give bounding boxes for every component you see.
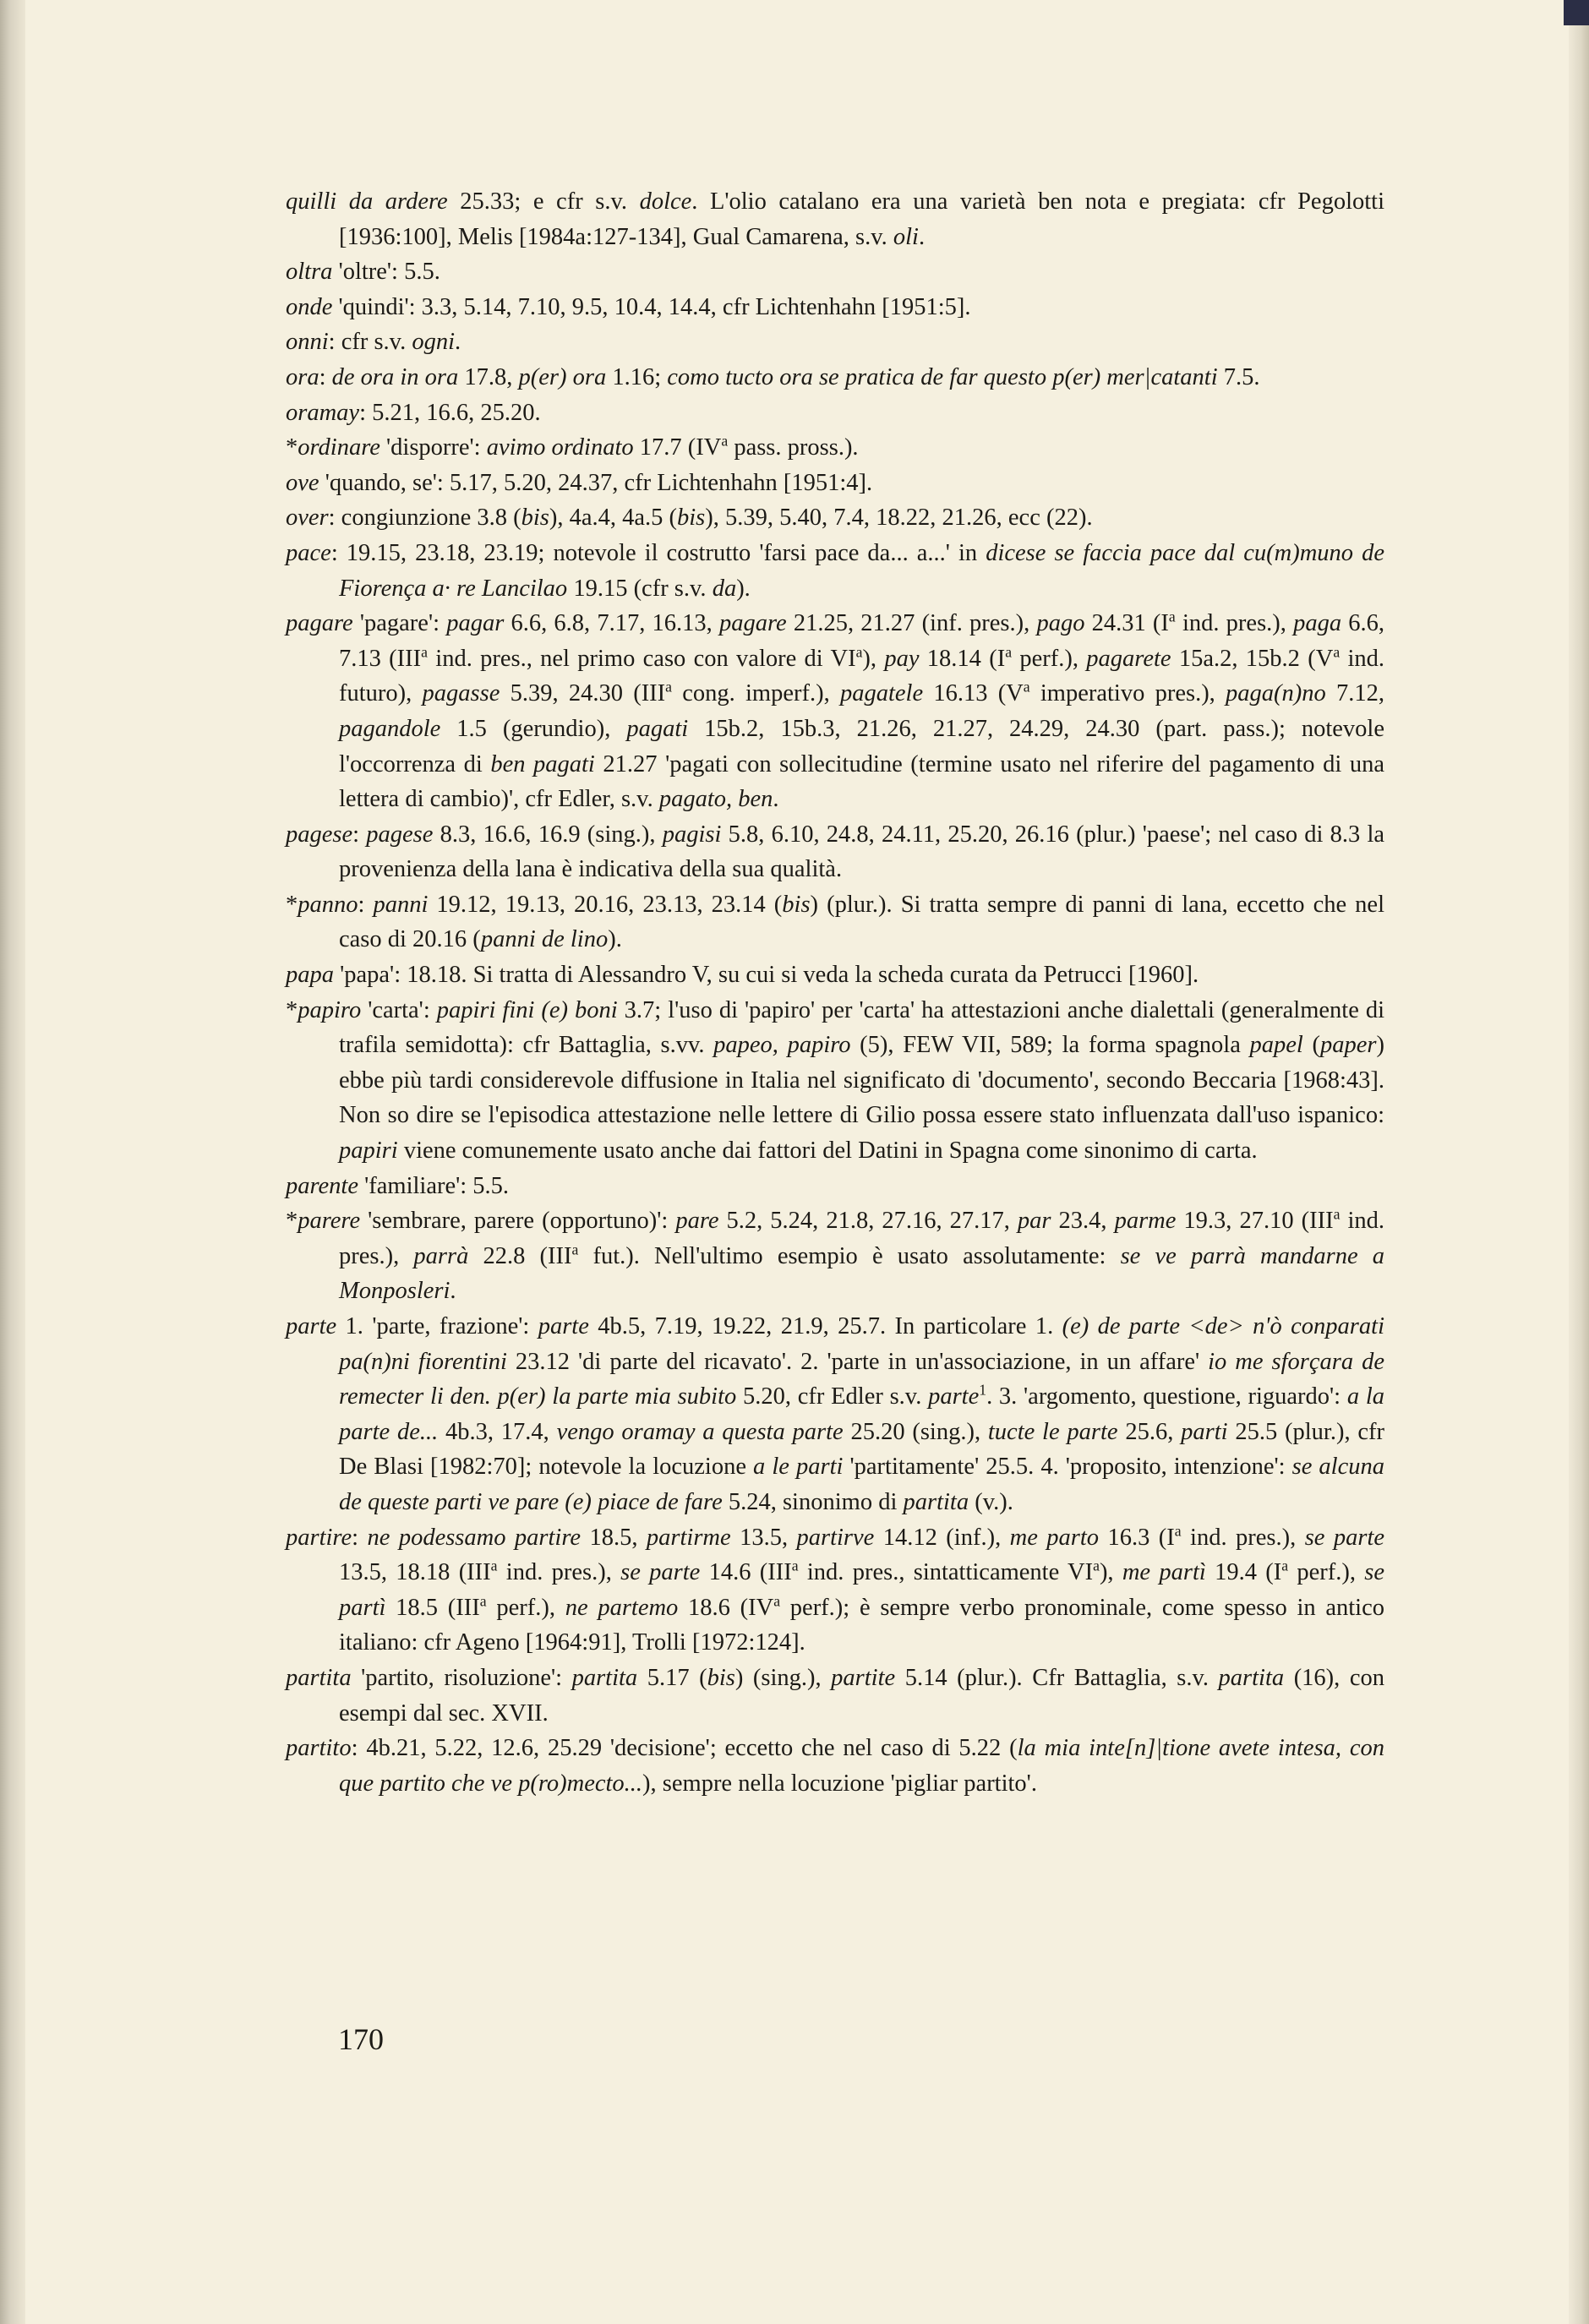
text-run: 13.5, [730, 1524, 797, 1551]
text-run: 19.15 (cfr s.v. [567, 575, 713, 602]
italic-run: como tucto ora se pratica de far questo p(er) mer|catanti [667, 363, 1218, 390]
text-run: 'quindi': 3.3, 5.14, 7.10, 9.5, 10.4, 14.4, cfr Lichtenhahn [1951:5]. [332, 293, 971, 320]
text-run: (v.). [969, 1488, 1013, 1515]
italic-run: io me sforçara de remecter li den. p(er) la parte mia subito [339, 1348, 1384, 1410]
glossary-entry [286, 1731, 1384, 1801]
superscript: a [1333, 643, 1341, 661]
italic-run: ora [286, 363, 319, 390]
text-run: 'partitamente' 25.5. 4. 'proposito, intenzione': [843, 1454, 1292, 1481]
italic-run: partita [571, 1664, 638, 1691]
italic-run: avimo ordinato [486, 434, 634, 461]
text-run: : 5.21, 16.6, 25.20. [359, 399, 541, 426]
text-run: 'familiare': 5.5. [358, 1172, 510, 1199]
italic-run: tucte le parte [987, 1418, 1118, 1445]
text-run: . 3. 'argomento, questione, riguardo': [986, 1383, 1347, 1410]
page-edge [1569, 0, 1589, 2324]
italic-run: ove [286, 469, 319, 496]
superscript: a [1168, 608, 1176, 625]
italic-run: dicese se faccia pace dal cu(m)muno de Fiorença a· re Lancilao [339, 539, 1384, 602]
text-run: 6.6, 6.8, 7.17, 16.13, [504, 610, 719, 637]
italic-run: pago [1036, 610, 1085, 637]
italic-run: partito [286, 1735, 352, 1762]
italic-run: ben pagati [490, 750, 595, 777]
glossary-entry [286, 1309, 1384, 1520]
text-run: . L'olio catalano era una varietà ben nota e pregiata: cfr Pegolotti [1936:100], Melis [1984a:127-134], Gual Camarena, s.v. [339, 188, 1384, 250]
italic-run: pagandole [339, 715, 441, 742]
text-run: 'pagare': [352, 610, 447, 637]
italic-run: partirme [646, 1524, 731, 1551]
italic-run: dolce [639, 188, 692, 215]
superscript: a [1281, 1557, 1289, 1574]
text-run: : 19.15, 23.18, 23.19; notevole il costrutto 'farsi pace da... a...' in [330, 539, 986, 566]
glossary-entry [286, 1661, 1384, 1731]
italic-run: parte [286, 1313, 337, 1339]
glossary-entry [286, 817, 1384, 887]
superscript: a [479, 1592, 487, 1610]
italic-run: quilli da ardere [286, 188, 448, 215]
text-run: (5), FEW VII, 589; la forma spagnola [850, 1032, 1250, 1059]
italic-run: pagisi [662, 821, 722, 848]
text-run: perf.), [486, 1594, 565, 1621]
text-run: . [450, 1278, 456, 1305]
glossary-entry [286, 184, 1384, 254]
glossary-entry [286, 430, 1384, 466]
italic-run: partirve [796, 1524, 875, 1551]
text-run: perf.); è sempre verbo pronominale, come spesso in antico italiano: cfr Ageno [1964:91], Trolli [1972:124]. [339, 1594, 1385, 1656]
text-run: : congiunzione 3.8 ( [328, 505, 521, 532]
text-run: 14.12 (inf.), [874, 1524, 1010, 1551]
italic-run: pagarete [1086, 645, 1171, 672]
italic-run: a la parte de... [339, 1383, 1385, 1445]
glossary-entry [286, 1169, 1384, 1204]
text-run: * [286, 996, 298, 1023]
glossary-entry [286, 993, 1384, 1169]
text-run: 25.6, [1117, 1418, 1182, 1445]
text-run: perf.), [1012, 645, 1087, 672]
italic-run: pagese [286, 821, 353, 848]
italic-run: parere [298, 1208, 361, 1235]
text-run: * [286, 891, 298, 918]
italic-run: panni de lino [480, 926, 609, 953]
italic-run: par [1017, 1208, 1051, 1235]
italic-run: papiro [298, 996, 362, 1023]
text-run: ), [1099, 1559, 1122, 1586]
text-run: ), 4a.4, 4a.5 ( [549, 505, 678, 532]
superscript: a [571, 1241, 579, 1258]
italic-run: pagar [446, 610, 505, 637]
glossary-entry [286, 254, 1384, 290]
italic-run: partire [286, 1524, 352, 1551]
text-run: 1. 'parte, frazione': [336, 1313, 538, 1339]
text-run: * [286, 434, 298, 461]
superscript: a [1093, 1557, 1100, 1574]
italic-run: parente [286, 1172, 359, 1199]
italic-run: (e) de parte <de> n'ò conparati pa(n)ni fiorentini [339, 1313, 1384, 1375]
text-run: 21.27 'pagati con sollecitudine (termine usato nel riferire del pagamento di una lettera di cambio)', cfr Edler, s.v. [339, 750, 1384, 813]
text-run: 19.12, 19.13, 20.16, 23.13, 23.14 ( [428, 891, 783, 918]
superscript: a [855, 643, 863, 661]
italic-run: bis [707, 1664, 735, 1691]
cover-corner [1564, 0, 1589, 25]
italic-run: partite [831, 1664, 896, 1691]
italic-run: parrà [413, 1242, 469, 1269]
page-number: 170 [338, 2022, 384, 2056]
italic-run: bis [782, 891, 811, 918]
italic-run: ne partemo [565, 1594, 679, 1621]
italic-run: paga [1293, 610, 1342, 637]
glossary-entry [286, 360, 1384, 396]
text-run: 5.20, cfr Edler s.v. [736, 1383, 929, 1410]
text-run: ind. pres., nel primo caso con valore di VI [427, 645, 856, 672]
text-run: 'sembrare, parere (opportuno)': [360, 1208, 676, 1235]
text-run: 14.6 (III [700, 1559, 792, 1586]
superscript: a [421, 643, 428, 661]
italic-run: onde [286, 293, 333, 320]
text-run: 3.7; l'uso di 'papiro' per 'carta' ha attestazioni anche dialettali (generalmente di trafila semidotta): cfr Battaglia, s.vv. [339, 996, 1384, 1059]
text-run: 24.31 (I [1084, 610, 1169, 637]
text-run: . [918, 223, 926, 250]
text-run: ). [608, 926, 622, 953]
glossary-entry [286, 1520, 1384, 1661]
italic-run: parte [538, 1313, 589, 1339]
text-run: 17.7 (IV [633, 434, 722, 461]
text-run: ind. pres.), [1181, 1524, 1305, 1551]
text-run: ind. pres., sintatticamente VI [798, 1559, 1094, 1586]
italic-run: pagatele [839, 680, 924, 707]
italic-run: partita [286, 1664, 352, 1691]
text-run: : 4b.21, 5.22, 12.6, 25.29 'decisione'; eccetto che nel caso di 5.22 ( [351, 1735, 1018, 1762]
text-run: 'carta': [361, 996, 437, 1023]
italic-run: pagare [286, 610, 353, 637]
text-run: 1.5 (gerundio), [440, 715, 627, 742]
text-run: 'quando, se': 5.17, 5.20, 24.37, cfr Lichtenhahn [1951:4]. [319, 469, 873, 496]
text-run: : [352, 1524, 368, 1551]
text-run: cong. imperf.), [672, 680, 840, 707]
italic-run: ordinare [298, 434, 380, 461]
text-run: * [286, 1208, 298, 1235]
text-run: 19.3, 27.10 (III [1176, 1208, 1334, 1235]
italic-run: ne podessamo partire [367, 1524, 582, 1551]
text-run: 5.17 ( [637, 1664, 707, 1691]
glossary-entry [286, 536, 1384, 606]
superscript: a [1005, 643, 1013, 661]
glossary-entry [286, 887, 1384, 957]
italic-run: pagasse [422, 680, 500, 707]
glossary-entry [286, 325, 1384, 360]
text-run: imperativo pres.), [1029, 680, 1226, 707]
italic-run: parti [1181, 1418, 1228, 1445]
italic-run: me parto [1009, 1524, 1100, 1551]
text-run: ind. pres.), [1175, 610, 1294, 637]
italic-run: panni [373, 891, 429, 918]
text-run: 5.24, sinonimo di [722, 1488, 904, 1515]
text-run: 'oltre': 5.5. [332, 259, 440, 286]
italic-run: se partì [339, 1559, 1385, 1621]
text-run: ) ebbe più tardi considerevole diffusione in Italia nel significato di 'documento', secondo Beccaria [1968:43]. Non so dire se l'episodica attestazione nelle lettere di Gilio possa essere stato influenzata dall'uso ispanico: [339, 1032, 1384, 1129]
text-run: 6.6, 7.13 (III [339, 610, 1385, 672]
superscript: 1 [979, 1381, 987, 1399]
italic-run: pace [286, 539, 331, 566]
text-run: 'disporre': [380, 434, 487, 461]
text-run: ), sempre nella locuzione 'pigliar partito'. [642, 1770, 1037, 1797]
italic-run: partita [1218, 1664, 1285, 1691]
text-run: viene comunemente usato anche dai fattori del Datini in Spagna come sinonimo di carta. [397, 1137, 1258, 1165]
text-run: 23.4, [1051, 1208, 1115, 1235]
text-run: 18.5, [581, 1524, 647, 1551]
superscript: a [1333, 1205, 1341, 1223]
text-run: 23.12 'di parte del ricavato'. 2. 'parte in un'associazione, in un affare' [506, 1348, 1209, 1375]
italic-run: pagati [626, 715, 689, 742]
superscript: a [1174, 1522, 1182, 1540]
text-run: ind. futuro), [339, 645, 1384, 707]
italic-run: papa [286, 962, 334, 989]
italic-run: onni [286, 329, 329, 356]
text-run: 5.39, 24.30 (III [500, 680, 666, 707]
italic-run: a le parti [753, 1454, 844, 1481]
text-run: 18.14 (I [919, 645, 1006, 672]
book-binding [0, 0, 25, 2324]
italic-run: papel [1249, 1032, 1303, 1059]
glossary-entry [286, 957, 1384, 993]
text-run: ). [736, 575, 751, 602]
text-run: 16.3 (I [1099, 1524, 1175, 1551]
text-run: : cfr s.v. [328, 329, 412, 356]
glossary-entry [286, 290, 1384, 325]
text-run: ) (plur.). Si tratta sempre di panni di lana, eccetto che nel caso di 20.16 ( [339, 891, 1384, 953]
superscript: a [773, 1592, 781, 1610]
superscript: a [1023, 678, 1030, 696]
italic-run: oltra [286, 259, 333, 286]
italic-run: pare [675, 1208, 719, 1235]
text-run: . [773, 786, 779, 813]
text-run: 7.5. [1217, 363, 1260, 390]
italic-run: papeo, papiro [713, 1032, 851, 1059]
text-run: 1.16; [606, 363, 668, 390]
text-run: 8.3, 16.6, 16.9 (sing.), [433, 821, 663, 848]
italic-run: ogni [412, 329, 456, 356]
italic-run: pagato, ben [658, 786, 773, 813]
italic-run: over [286, 505, 329, 532]
italic-run: papiri fini (e) boni [436, 996, 618, 1023]
text-run: ( [1302, 1032, 1320, 1059]
superscript: a [721, 432, 729, 450]
text-run: 21.25, 21.27 (inf. pres.), [786, 610, 1037, 637]
italic-run: me partì [1122, 1559, 1206, 1586]
superscript: a [490, 1557, 498, 1574]
text-run: 4b.5, 7.19, 19.22, 21.9, 25.7. In particolare 1. [588, 1313, 1062, 1339]
italic-run: pagare [718, 610, 787, 637]
text-run: 25.5 (plur.), cfr De Blasi [1982:70]; notevole la locuzione [339, 1418, 1385, 1481]
italic-run: bis [677, 505, 706, 532]
text-run: . [455, 329, 461, 356]
text-run: 17.8, [458, 363, 519, 390]
text-run: : [319, 363, 332, 390]
text-run: 13.5, 18.18 (III [339, 1559, 491, 1586]
italic-run: se parte [1304, 1524, 1385, 1551]
text-run: : [358, 891, 374, 918]
italic-run: da [712, 575, 737, 602]
text-run: ) (sing.), [734, 1664, 832, 1691]
text-run: 18.6 (IV [678, 1594, 774, 1621]
text-run: 16.13 (V [923, 680, 1024, 707]
italic-run: de ora in ora [331, 363, 459, 390]
text-run: 25.20 (sing.), [843, 1418, 988, 1445]
glossary-text [286, 184, 1384, 1801]
text-run: : [352, 821, 367, 848]
italic-run: papiri [339, 1137, 398, 1165]
text-run: 15a.2, 15b.2 (V [1171, 645, 1334, 672]
text-run: 'partito, risoluzione': [351, 1664, 572, 1691]
text-run: 7.12, [1325, 680, 1385, 707]
text-run: 5.8, 6.10, 24.8, 24.11, 25.20, 26.16 (plur.) 'paese'; nel caso di 8.3 la provenienza della lana è indicativa della sua qualità. [339, 821, 1385, 883]
glossary-entry [286, 396, 1384, 431]
text-run: 5.14 (plur.). Cfr Battaglia, s.v. [895, 1664, 1219, 1691]
italic-run: pay [884, 645, 920, 672]
superscript: a [665, 678, 673, 696]
text-run: (16), con esempi dal sec. XVII. [339, 1664, 1384, 1727]
text-run: 19.4 (I [1205, 1559, 1282, 1586]
italic-run: paga(n)no [1226, 680, 1326, 707]
text-run: fut.). Nell'ultimo esempio è usato assolutamente: [578, 1242, 1121, 1269]
italic-run: panno [298, 891, 358, 918]
text-run: perf.), [1288, 1559, 1365, 1586]
text-run: ind. pres.), [497, 1559, 621, 1586]
text-run: pass. pross.). [728, 434, 859, 461]
glossary-entry [286, 1203, 1384, 1309]
text-run: 18.5 (III [385, 1594, 480, 1621]
glossary-entry [286, 500, 1384, 536]
italic-run: vengo oramay a questa parte [556, 1418, 844, 1445]
text-run: ), [862, 645, 885, 672]
italic-run: se alcuna de queste parti ve pare (e) piace de fare [339, 1454, 1385, 1515]
italic-run: paper [1320, 1032, 1377, 1059]
italic-run: bis [521, 505, 549, 532]
glossary-entry [286, 606, 1384, 817]
italic-run: la mia inte[n]|tione avete intesa, con que partito che ve p(ro)mecto... [339, 1735, 1384, 1797]
italic-run: se ve parrà mandarne a Monposleri [339, 1242, 1385, 1305]
superscript: a [791, 1557, 799, 1574]
italic-run: se parte [620, 1559, 701, 1586]
text-run: 4b.3, 17.4, [438, 1418, 557, 1445]
text-run: 'papa': 18.18. Si tratta di Alessandro V, su cui si veda la scheda curata da Petrucci [1960]. [334, 962, 1199, 989]
text-run: 22.8 (III [468, 1242, 572, 1269]
italic-run: pagese [366, 821, 434, 848]
italic-run: partita [903, 1488, 969, 1515]
text-run: 5.2, 5.24, 21.8, 27.16, 27.17, [718, 1208, 1018, 1235]
text-run: 15b.2, 15b.3, 21.26, 21.27, 24.29, 24.30 (part. pass.); notevole l'occorrenza di [339, 715, 1384, 777]
italic-run: oli [893, 223, 919, 250]
glossary-entry [286, 466, 1384, 501]
italic-run: oramay [286, 399, 360, 426]
italic-run: p(er) ora [518, 363, 607, 390]
text-run: ind. pres.), [339, 1208, 1385, 1269]
text-run: 25.33; e cfr s.v. [447, 188, 640, 215]
text-run: ), 5.39, 5.40, 7.4, 18.22, 21.26, ecc (22). [705, 505, 1093, 532]
italic-run: parme [1114, 1208, 1177, 1235]
italic-run: parte [928, 1383, 980, 1410]
